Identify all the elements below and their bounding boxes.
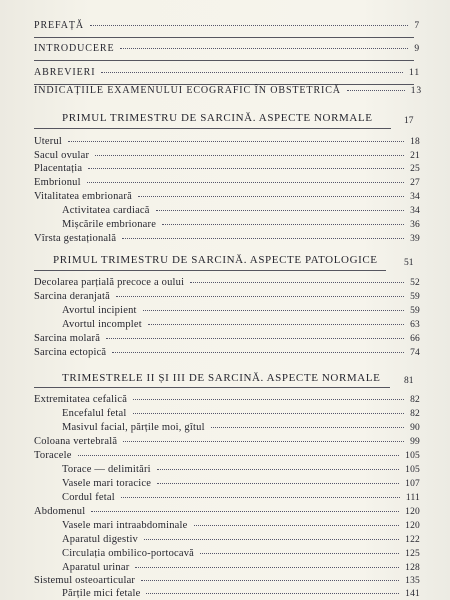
toc-entry-page: 120: [405, 521, 420, 531]
section-page: 17: [404, 116, 414, 126]
dot-leader: [106, 338, 404, 339]
toc-entry: [34, 394, 420, 405]
dot-leader: [135, 567, 399, 568]
toc-entry-title: Vîrsta gestațională: [34, 233, 117, 244]
dot-leader: [143, 310, 404, 311]
toc-entry-page: 74: [410, 348, 420, 358]
section-heading: TRIMESTRELE II ȘI III DE SARCINĂ. ASPECTE NORMALE: [62, 372, 381, 384]
toc-entry-title: Avortul incomplet: [62, 319, 142, 330]
toc-subentry: [62, 464, 420, 475]
toc-entry-page: 63: [410, 320, 420, 330]
dot-leader: [78, 455, 400, 456]
toc-entry-page: 82: [410, 395, 420, 405]
toc-subentry: [62, 422, 420, 433]
toc-entry-page: 105: [405, 465, 420, 475]
toc-entry: [34, 136, 420, 147]
dot-leader: [123, 441, 404, 442]
toc-entry-title: INTRODUCERE: [34, 43, 115, 54]
toc-entry: [34, 67, 420, 78]
toc-subentry: [62, 219, 420, 230]
section-page: 81: [404, 376, 414, 386]
toc-entry-title: Masivul facial, părțile moi, gîtul: [62, 422, 205, 433]
toc-entry-page: 11: [409, 68, 420, 78]
toc-subentry: [62, 534, 420, 545]
dot-leader: [157, 469, 399, 470]
dot-leader: [68, 141, 404, 142]
dot-leader: [133, 413, 405, 414]
toc-subentry: [62, 478, 420, 489]
toc-entry-page: 13: [410, 86, 422, 96]
toc-entry-title: Abdomenul: [34, 506, 86, 517]
toc-entry: [34, 150, 420, 161]
toc-entry-page: 141: [405, 589, 420, 599]
toc-subentry: [62, 588, 420, 599]
dot-leader: [148, 324, 404, 325]
toc-entry-title: Sarcina ectopică: [34, 347, 107, 358]
dot-leader: [120, 48, 408, 49]
toc-entry: [34, 163, 420, 174]
toc-entry-page: 21: [410, 151, 420, 161]
toc-entry-page: 7: [414, 21, 420, 31]
dot-leader: [211, 427, 404, 428]
dot-leader: [121, 497, 400, 498]
toc-subentry: [62, 408, 420, 419]
toc-entry-page: 25: [410, 164, 420, 174]
dot-leader: [190, 282, 404, 283]
toc-entry-page: 39: [410, 234, 420, 244]
toc-entry-title: INDICAȚIILE EXAMENULUI ECOGRAFIC ÎN OBSTETRICĂ: [34, 85, 341, 96]
toc-entry: [34, 177, 420, 188]
dot-leader: [162, 224, 404, 225]
divider: [34, 128, 391, 129]
dot-leader: [88, 168, 404, 169]
toc-entry-title: Sistemul osteoarticular: [34, 575, 136, 586]
dot-leader: [122, 238, 404, 239]
toc-entry-page: 18: [410, 137, 420, 147]
dot-leader: [146, 593, 399, 594]
toc-entry: [34, 233, 420, 244]
toc-entry-page: 120: [405, 507, 420, 517]
toc-entry-page: 27: [410, 178, 420, 188]
toc-entry-title: Sarcina molară: [34, 333, 101, 344]
toc-entry: [34, 575, 420, 586]
dot-leader: [112, 352, 404, 353]
dot-leader: [87, 182, 404, 183]
toc-subentry: [62, 305, 420, 316]
divider: [34, 270, 386, 271]
toc-subentry: [62, 319, 420, 330]
section-heading: PRIMUL TRIMESTRU DE SARCINĂ. ASPECTE PATOLOGICE: [53, 254, 378, 266]
toc-entry-title: Activitatea cardiacă: [62, 205, 150, 216]
toc-entry-title: Mișcările embrionare: [62, 219, 157, 230]
toc-entry-page: 34: [410, 192, 420, 202]
divider: [34, 37, 414, 38]
toc-entry-title: Embrionul: [34, 177, 81, 188]
toc-entry-page: 107: [405, 479, 420, 489]
toc-entry-title: Avortul incipient: [62, 305, 137, 316]
toc-entry-title: Vasele mari toracice: [62, 478, 152, 489]
dot-leader: [141, 580, 399, 581]
toc-subentry: [62, 548, 420, 559]
toc-entry-page: 36: [410, 220, 420, 230]
toc-entry-page: 9: [414, 44, 420, 54]
dot-leader: [200, 553, 399, 554]
dot-leader: [157, 483, 399, 484]
toc-entry-title: Aparatul digestiv: [62, 534, 139, 545]
divider: [34, 387, 390, 388]
dot-leader: [90, 25, 408, 26]
toc-entry-page: 111: [405, 493, 420, 503]
toc-entry-title: Părțile mici fetale: [62, 588, 141, 599]
section-heading: PRIMUL TRIMESTRU DE SARCINĂ. ASPECTE NORMALE: [62, 112, 373, 124]
dot-leader: [347, 90, 405, 91]
dot-leader: [133, 399, 404, 400]
toc-entry: [34, 291, 420, 302]
toc-entry: [34, 333, 420, 344]
toc-entry-title: Vitalitatea embrionară: [34, 191, 132, 202]
toc-entry-title: Vasele mari intraabdominale: [62, 520, 188, 531]
toc-entry-page: 52: [410, 278, 420, 288]
divider: [34, 60, 414, 61]
toc-entry-page: 82: [410, 409, 420, 419]
toc-entry-page: 34: [410, 206, 420, 216]
toc-entry-title: Placentația: [34, 163, 83, 174]
toc-entry-page: 99: [410, 437, 420, 447]
toc-entry: [34, 450, 420, 461]
toc-entry-title: Toracele: [34, 450, 72, 461]
dot-leader: [138, 196, 404, 197]
dot-leader: [101, 72, 403, 73]
toc-entry-title: Coloana vertebrală: [34, 436, 118, 447]
toc-entry: [34, 43, 420, 54]
toc-entry-title: Uterul: [34, 136, 63, 147]
dot-leader: [116, 296, 404, 297]
toc-entry: [34, 191, 420, 202]
toc-entry-title: Extremitatea cefalică: [34, 394, 128, 405]
dot-leader: [91, 511, 399, 512]
toc-entry-page: 90: [410, 423, 420, 433]
dot-leader: [194, 525, 400, 526]
toc-entry-title: Sarcina deranjată: [34, 291, 110, 302]
toc-entry-title: Circulația ombilico-portocavă: [62, 548, 195, 559]
dot-leader: [95, 155, 404, 156]
toc-entry-page: 128: [405, 563, 420, 573]
toc-entry-page: 66: [410, 334, 420, 344]
toc-entry-page: 135: [405, 576, 420, 586]
toc-entry-page: 125: [405, 549, 420, 559]
toc-entry-title: PREFAȚĂ: [34, 20, 85, 31]
toc-entry-title: ABREVIERI: [34, 67, 96, 78]
toc-entry-title: Decolarea parțială precoce a oului: [34, 277, 185, 288]
toc-entry: [34, 20, 420, 31]
dot-leader: [144, 539, 399, 540]
dot-leader: [156, 210, 404, 211]
toc-entry-title: Torace — delimitări: [62, 464, 151, 475]
toc-entry: [34, 347, 420, 358]
toc-entry: [34, 506, 420, 517]
toc-entry: [34, 85, 422, 96]
section-page: 51: [404, 258, 414, 268]
toc-entry-page: 59: [410, 306, 420, 316]
toc-subentry: [62, 492, 420, 503]
toc-entry-page: 59: [410, 292, 420, 302]
toc-subentry: [62, 205, 420, 216]
toc-entry-title: Cordul fetal: [62, 492, 115, 503]
toc-entry-page: 122: [405, 535, 420, 545]
toc-entry-title: Encefalul fetal: [62, 408, 127, 419]
toc-entry: [34, 436, 420, 447]
toc-entry-page: 105: [405, 451, 420, 461]
toc-subentry: [62, 562, 420, 573]
toc-entry-title: Aparatul urinar: [62, 562, 130, 573]
toc-entry: [34, 277, 420, 288]
toc-subentry: [62, 520, 420, 531]
toc-entry-title: Sacul ovular: [34, 150, 90, 161]
